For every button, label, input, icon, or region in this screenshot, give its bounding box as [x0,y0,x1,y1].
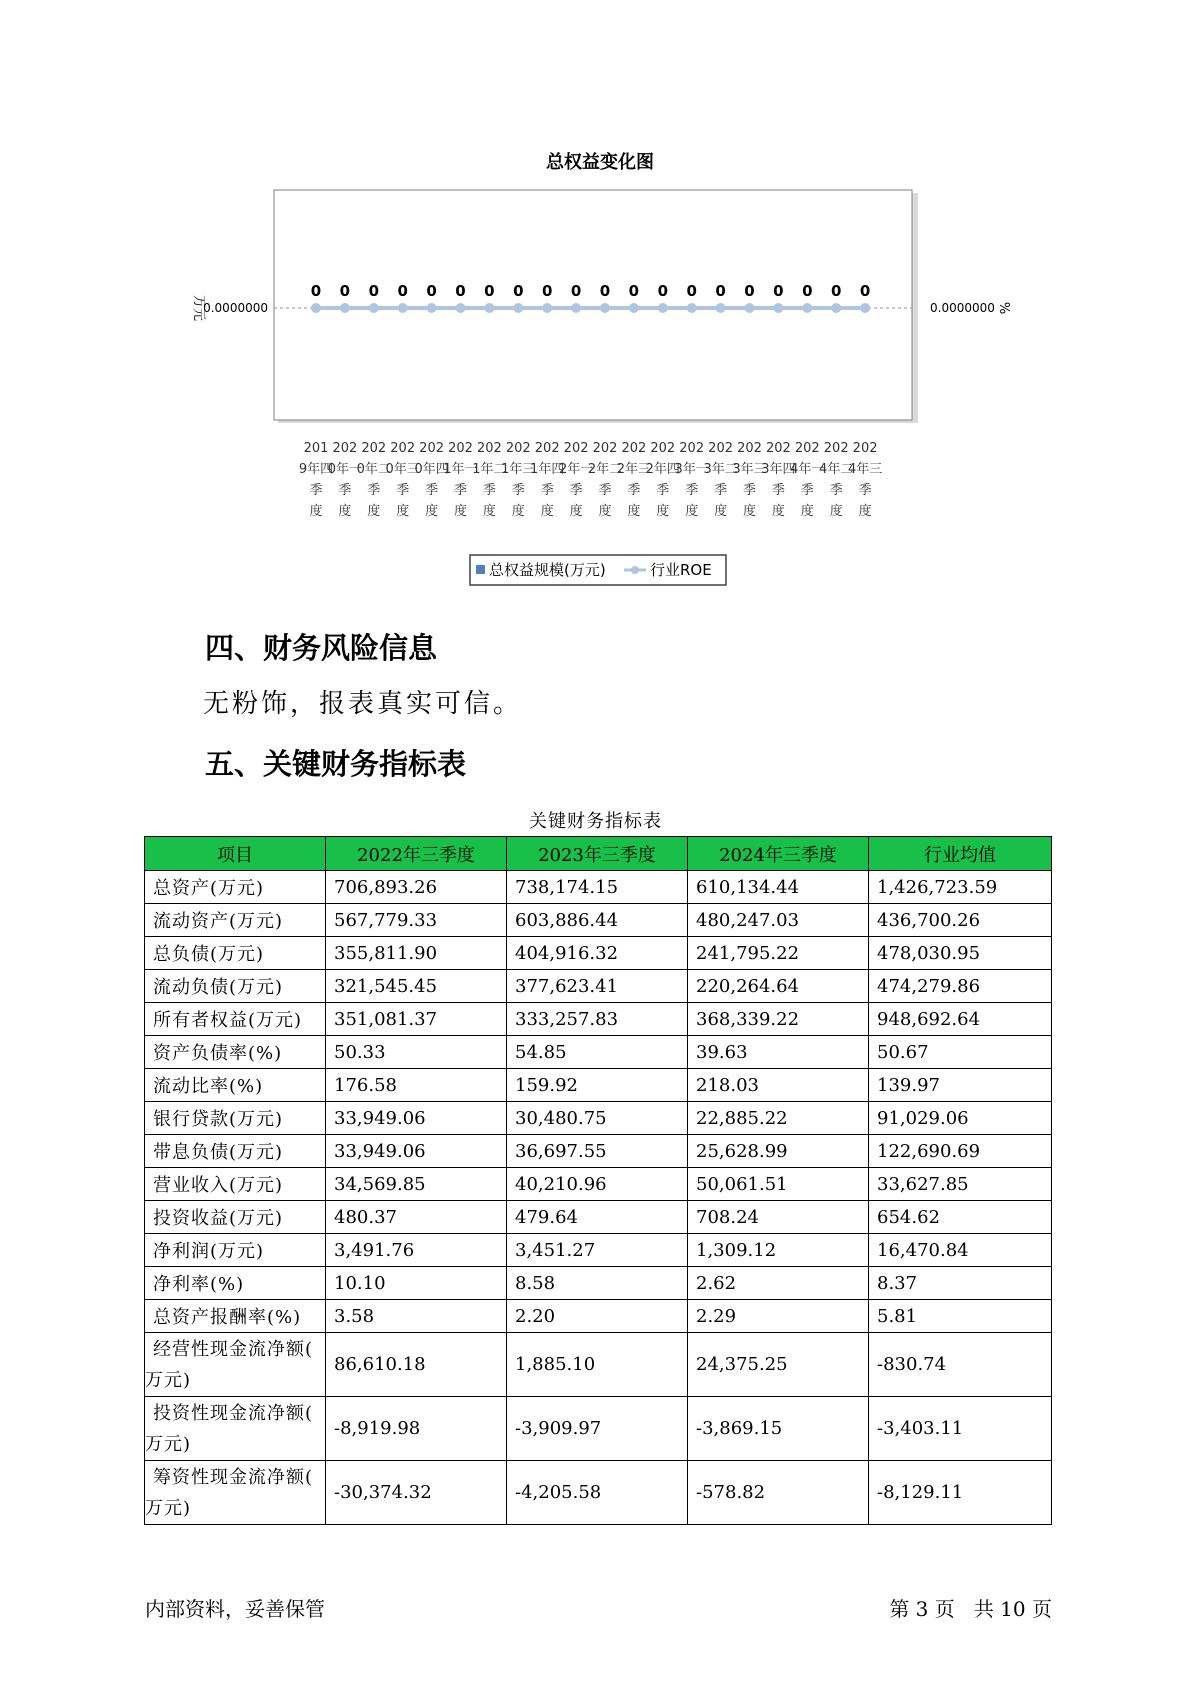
roe-point [456,303,466,313]
value-industry-avg: 139.97 [869,1069,1052,1102]
row-label: 净利率(%) [145,1267,326,1300]
row-label-line1: 筹资性现金流净额( [153,1466,314,1488]
value-2022q3: 176.58 [326,1069,507,1102]
roe-point [745,303,755,313]
table-row [145,1003,1052,1036]
row-label: 带息负债(万元) [145,1135,326,1168]
roe-data-label: 0 [802,282,813,300]
value-2023q3: 3,451.27 [507,1234,688,1267]
x-tick-label: 202 3年二季度 [703,441,738,519]
x-tick-label: 202 3年一季度 [674,441,709,519]
table-row [145,1333,1052,1397]
value-2022q3: 3,491.76 [326,1234,507,1267]
value-2023q3: 603,886.44 [507,904,688,937]
roe-point [571,303,581,313]
value-2022q3: -8,919.98 [326,1397,507,1461]
value-2023q3: 2.20 [507,1300,688,1333]
roe-data-label: 0 [686,282,697,300]
roe-point [427,303,437,313]
table-row [145,1397,1052,1461]
header-item: 项目 [145,837,326,871]
chart-legend [470,555,726,585]
header-2023q3: 2023年三季度 [507,837,688,871]
value-2022q3: 3.58 [326,1300,507,1333]
roe-point [831,303,841,313]
equity-change-chart [0,0,1191,600]
value-industry-avg: -3,403.11 [869,1397,1052,1461]
roe-point [311,303,321,313]
table-row [145,1036,1052,1069]
y-axis-left-title: 万元 [191,294,206,322]
value-2022q3: 706,893.26 [326,871,507,904]
value-2023q3: 40,210.96 [507,1168,688,1201]
value-industry-avg: 474,279.86 [869,970,1052,1003]
value-2023q3: -4,205.58 [507,1461,688,1525]
x-tick-label: 202 0年一季度 [327,441,363,519]
value-2022q3: 567,779.33 [326,904,507,937]
value-2023q3: 159.92 [507,1069,688,1102]
x-tick-label: 202 1年二季度 [472,441,507,519]
roe-data-label: 0 [744,282,755,300]
section4-text: 无粉饰，报表真实可信。 [203,689,523,719]
roe-data-label: 0 [715,282,726,300]
value-industry-avg: 948,692.64 [869,1003,1052,1036]
x-tick-label: 202 0年三季度 [385,441,420,519]
value-2024q3: 610,134.44 [688,871,869,904]
value-2022q3: 10.10 [326,1267,507,1300]
plot-area [274,190,912,420]
value-2023q3: 1,885.10 [507,1333,688,1397]
table-row [145,1069,1052,1102]
roe-data-label: 0 [339,282,351,300]
row-label: 流动负债(万元) [145,970,326,1003]
table-header-row [145,837,1052,871]
key-financial-table [144,836,1052,1525]
row-label: 银行贷款(万元) [145,1102,326,1135]
value-industry-avg: 16,470.84 [869,1234,1052,1267]
value-2022q3: 351,081.37 [326,1003,507,1036]
value-industry-avg: 5.81 [869,1300,1052,1333]
row-label: 所有者权益(万元) [145,1003,326,1036]
table-row [145,1168,1052,1201]
value-2022q3: 86,610.18 [326,1333,507,1397]
table-row [145,1201,1052,1234]
roe-point [716,303,726,313]
value-2023q3: 333,257.83 [507,1003,688,1036]
roe-point [513,303,523,313]
row-label [145,1461,326,1525]
value-industry-avg: 8.37 [869,1267,1052,1300]
x-tick-label: 202 1年一季度 [443,441,478,519]
row-label: 投资收益(万元) [145,1201,326,1234]
value-2024q3: 24,375.25 [688,1333,869,1397]
value-industry-avg: 33,627.85 [869,1168,1052,1201]
value-industry-avg: 122,690.69 [869,1135,1052,1168]
roe-point [773,303,783,313]
row-label: 总资产(万元) [145,871,326,904]
header-industry-avg: 行业均值 [869,837,1052,871]
row-label-line2: 万元) [145,1369,192,1391]
roe-data-label: 0 [541,282,553,300]
roe-data-label: 0 [397,282,408,300]
table-row [145,1234,1052,1267]
legend-bar-swatch [476,565,485,574]
table-row [145,937,1052,970]
roe-point [802,303,812,313]
roe-point [600,303,610,313]
value-2024q3: 368,339.22 [688,1003,869,1036]
value-2022q3: 355,811.90 [326,937,507,970]
value-2024q3: 1,309.12 [688,1234,869,1267]
value-2024q3: 241,795.22 [688,937,869,970]
value-2023q3: 54.85 [507,1036,688,1069]
roe-data-label: 0 [599,282,611,300]
table-row [145,904,1052,937]
roe-data-label: 0 [657,282,669,300]
value-2023q3: -3,909.97 [507,1397,688,1461]
x-tick-label: 202 2年四季度 [645,441,680,519]
section4-heading: 四、财务风险信息 [205,631,438,665]
roe-point [629,303,639,313]
y-axis-right-title: % [996,301,1011,315]
value-2022q3: -30,374.32 [326,1461,507,1525]
roe-point [484,303,494,313]
value-2023q3: 30,480.75 [507,1102,688,1135]
value-2022q3: 33,949.06 [326,1135,507,1168]
roe-point [542,303,552,313]
roe-data-label: 0 [830,282,842,300]
x-tick-label: 202 1年三季度 [501,441,536,519]
legend-line-label: 行业ROE [650,561,712,579]
roe-point [687,303,697,313]
value-2022q3: 480.37 [326,1201,507,1234]
row-label-line2: 万元) [145,1433,192,1455]
row-label: 资产负债率(%) [145,1036,326,1069]
value-2022q3: 34,569.85 [326,1168,507,1201]
row-label: 总负债(万元) [145,937,326,970]
x-tick-label: 202 2年一季度 [558,441,594,519]
table-row [145,871,1052,904]
footer-page-number: 第 3 页 共 10 页 [889,1597,1052,1621]
row-label-line1: 投资性现金流净额( [153,1402,314,1424]
value-industry-avg: 50.67 [869,1036,1052,1069]
value-2022q3: 50.33 [326,1036,507,1069]
legend-line-marker [631,566,639,574]
value-2024q3: -578.82 [688,1461,869,1525]
roe-point [860,303,870,313]
roe-data-label: 0 [484,282,495,300]
y-axis-right-tick: 0.0000000 [930,301,995,315]
value-2024q3: 708.24 [688,1201,869,1234]
value-2023q3: 8.58 [507,1267,688,1300]
value-2023q3: 377,623.41 [507,970,688,1003]
value-industry-avg: -830.74 [869,1333,1052,1397]
row-label [145,1333,326,1397]
row-label: 净利润(万元) [145,1234,326,1267]
header-2024q3: 2024年三季度 [688,837,869,871]
value-2023q3: 738,174.15 [507,871,688,904]
x-tick-label: 202 2年二季度 [587,441,623,519]
x-tick-label: 202 0年二季度 [356,441,391,519]
x-tick-label: 202 3年三季度 [732,441,767,519]
roe-data-label: 0 [628,282,640,300]
value-2023q3: 479.64 [507,1201,688,1234]
x-tick-label: 202 2年三季度 [616,441,652,519]
x-tick-label: 202 4年三季度 [847,441,883,519]
section5-heading: 五、关键财务指标表 [205,747,467,781]
table-row [145,1135,1052,1168]
x-tick-label: 202 4年二季度 [819,441,854,519]
table-row [145,1300,1052,1333]
table-row [145,970,1052,1003]
row-label [145,1397,326,1461]
x-tick-label: 202 3年四季度 [761,441,796,519]
roe-data-label: 0 [426,282,437,300]
value-2024q3: 25,628.99 [688,1135,869,1168]
value-industry-avg: 478,030.95 [869,937,1052,970]
roe-point [369,303,379,313]
value-industry-avg: 1,426,723.59 [869,871,1052,904]
roe-data-label: 0 [859,282,871,300]
value-2024q3: 218.03 [688,1069,869,1102]
roe-data-label: 0 [455,282,466,300]
roe-point [658,303,668,313]
row-label-line1: 经营性现金流净额( [153,1338,314,1360]
x-axis-labels [299,441,882,519]
row-label: 总资产报酬率(%) [145,1300,326,1333]
table-row [145,1461,1052,1525]
x-tick-label: 202 4年一季度 [790,441,825,519]
roe-point [398,303,408,313]
value-2024q3: 22,885.22 [688,1102,869,1135]
value-2024q3: 220,264.64 [688,970,869,1003]
value-2024q3: -3,869.15 [688,1397,869,1461]
value-2022q3: 321,545.45 [326,970,507,1003]
roe-data-label: 0 [570,282,582,300]
x-tick-label: 201 9年四季度 [298,441,334,519]
roe-data-label: 0 [310,282,322,300]
value-industry-avg: 654.62 [869,1201,1052,1234]
roe-point [340,303,350,313]
value-2024q3: 480,247.03 [688,904,869,937]
header-2022q3: 2022年三季度 [326,837,507,871]
row-label: 流动资产(万元) [145,904,326,937]
chart-title: 总权益变化图 [546,152,654,173]
roe-data-label: 0 [773,282,784,300]
value-2023q3: 404,916.32 [507,937,688,970]
roe-data-label: 0 [513,282,524,300]
x-tick-label: 202 0年四季度 [414,441,449,519]
value-2023q3: 36,697.55 [507,1135,688,1168]
table-row [145,1267,1052,1300]
y-axis-left-tick: 0.0000000 [203,301,268,315]
value-2024q3: 50,061.51 [688,1168,869,1201]
footer-note: 内部资料，妥善保管 [145,1597,325,1621]
roe-data-label: 0 [368,282,380,300]
value-2024q3: 2.29 [688,1300,869,1333]
legend-bar-label: 总权益规模(万元) [489,561,606,579]
row-label: 流动比率(%) [145,1069,326,1102]
value-industry-avg: 91,029.06 [869,1102,1052,1135]
x-tick-label: 202 1年四季度 [530,441,565,519]
value-2024q3: 39.63 [688,1036,869,1069]
value-2022q3: 33,949.06 [326,1102,507,1135]
row-label: 营业收入(万元) [145,1168,326,1201]
value-2024q3: 2.62 [688,1267,869,1300]
value-industry-avg: 436,700.26 [869,904,1052,937]
value-industry-avg: -8,129.11 [869,1461,1052,1525]
table-row [145,1102,1052,1135]
table-caption: 关键财务指标表 [529,811,662,832]
row-label-line2: 万元) [145,1497,192,1519]
